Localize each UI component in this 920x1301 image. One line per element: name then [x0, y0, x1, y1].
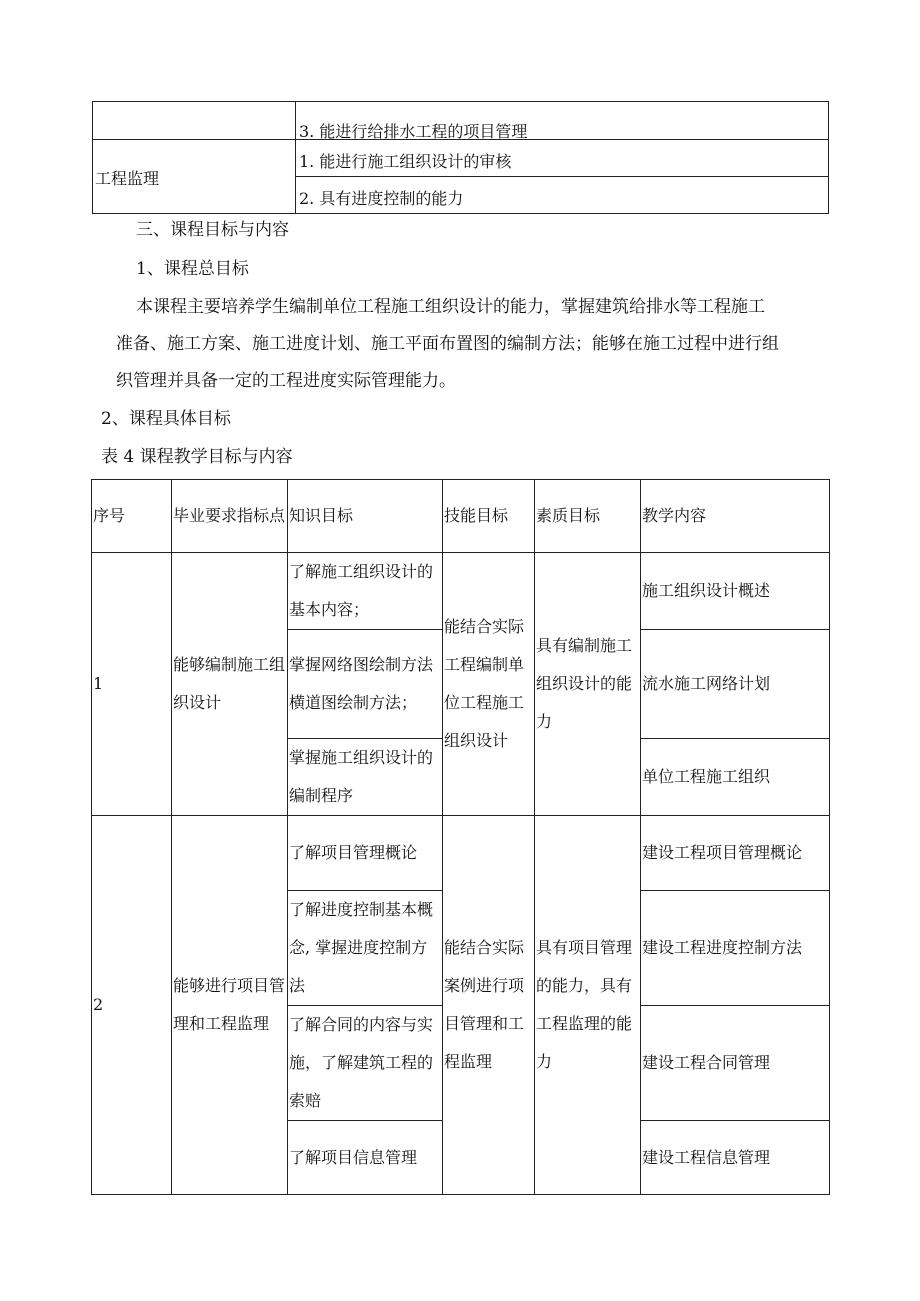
row1-knowledge-1: 了解施工组织设计的基本内容；	[288, 553, 443, 630]
row2-content-4: 建设工程信息管理	[641, 1121, 830, 1195]
header-no: 序号	[92, 480, 172, 553]
header-requirement: 毕业要求指标点	[172, 480, 288, 553]
top-table-row2-text: 1. 能进行施工组织设计的审核	[299, 152, 512, 171]
row2-no: 2	[92, 816, 172, 1195]
sub-heading-specific-goals: 2、课程具体目标	[101, 409, 231, 429]
row1-content-3: 单位工程施工组织	[641, 739, 830, 816]
top-table-left-label: 工程监理	[95, 169, 160, 188]
row1-knowledge-2: 掌握网络图绘制方法横道图绘制方法；	[288, 630, 443, 739]
table-caption: 表 4 课程教学目标与内容	[101, 447, 293, 467]
top-table-left-top-cell	[92, 101, 296, 140]
header-content: 教学内容	[641, 480, 830, 553]
course-goals-table	[91, 479, 830, 1195]
row1-no: 1	[92, 553, 172, 816]
section-heading: 三、课程目标与内容	[136, 220, 289, 240]
row2-knowledge-1: 了解项目管理概论	[288, 816, 443, 891]
header-skill: 技能目标	[443, 480, 535, 553]
row1-requirement: 能够编制施工组织设计	[172, 553, 288, 816]
table-row	[92, 816, 830, 891]
top-table-left-label-cell	[92, 139, 296, 214]
sub-heading-overall-goal: 1、课程总目标	[136, 259, 249, 279]
top-table-row1-text: 3. 能进行给排水工程的项目管理	[299, 122, 528, 141]
row2-knowledge-4: 了解项目信息管理	[288, 1121, 443, 1195]
row1-quality: 具有编制施工组织设计的能力	[535, 553, 641, 816]
paragraph-line-1: 本课程主要培养学生编制单位工程施工组织设计的能力，掌握建筑给排水等工程施工	[136, 297, 765, 317]
top-table-row3-text: 2. 具有进度控制的能力	[299, 189, 464, 208]
row1-knowledge-3: 掌握施工组织设计的编制程序	[288, 739, 443, 816]
row2-requirement: 能够进行项目管理和工程监理	[172, 816, 288, 1195]
header-quality: 素质目标	[535, 480, 641, 553]
row1-content-2: 流水施工网络计划	[641, 630, 830, 739]
row2-knowledge-3: 了解合同的内容与实施，了解建筑工程的索赔	[288, 1006, 443, 1121]
row1-skill: 能结合实际工程编制单位工程施工组织设计	[443, 553, 535, 816]
top-table-row1-cell	[295, 101, 829, 140]
paragraph-line-2: 准备、施工方案、施工进度计划、施工平面布置图的编制方法；能够在施工过程中进行组	[116, 334, 779, 354]
paragraph-line-3: 织管理并具备一定的工程进度实际管理能力。	[116, 371, 456, 391]
top-table-row2-cell	[295, 139, 829, 177]
row2-quality: 具有项目管理的能力，具有工程监理的能力	[535, 816, 641, 1195]
table-header-row	[92, 480, 830, 553]
row2-content-1: 建设工程项目管理概论	[641, 816, 830, 891]
top-table-row3-cell	[295, 176, 829, 214]
row2-knowledge-2: 了解进度控制基本概念, 掌握进度控制方法	[288, 891, 443, 1006]
header-knowledge: 知识目标	[288, 480, 443, 553]
table-row	[92, 553, 830, 630]
row2-skill: 能结合实际案例进行项目管理和工程监理	[443, 816, 535, 1195]
row2-content-2: 建设工程进度控制方法	[641, 891, 830, 1006]
row2-content-3: 建设工程合同管理	[641, 1006, 830, 1121]
row1-content-1: 施工组织设计概述	[641, 553, 830, 630]
